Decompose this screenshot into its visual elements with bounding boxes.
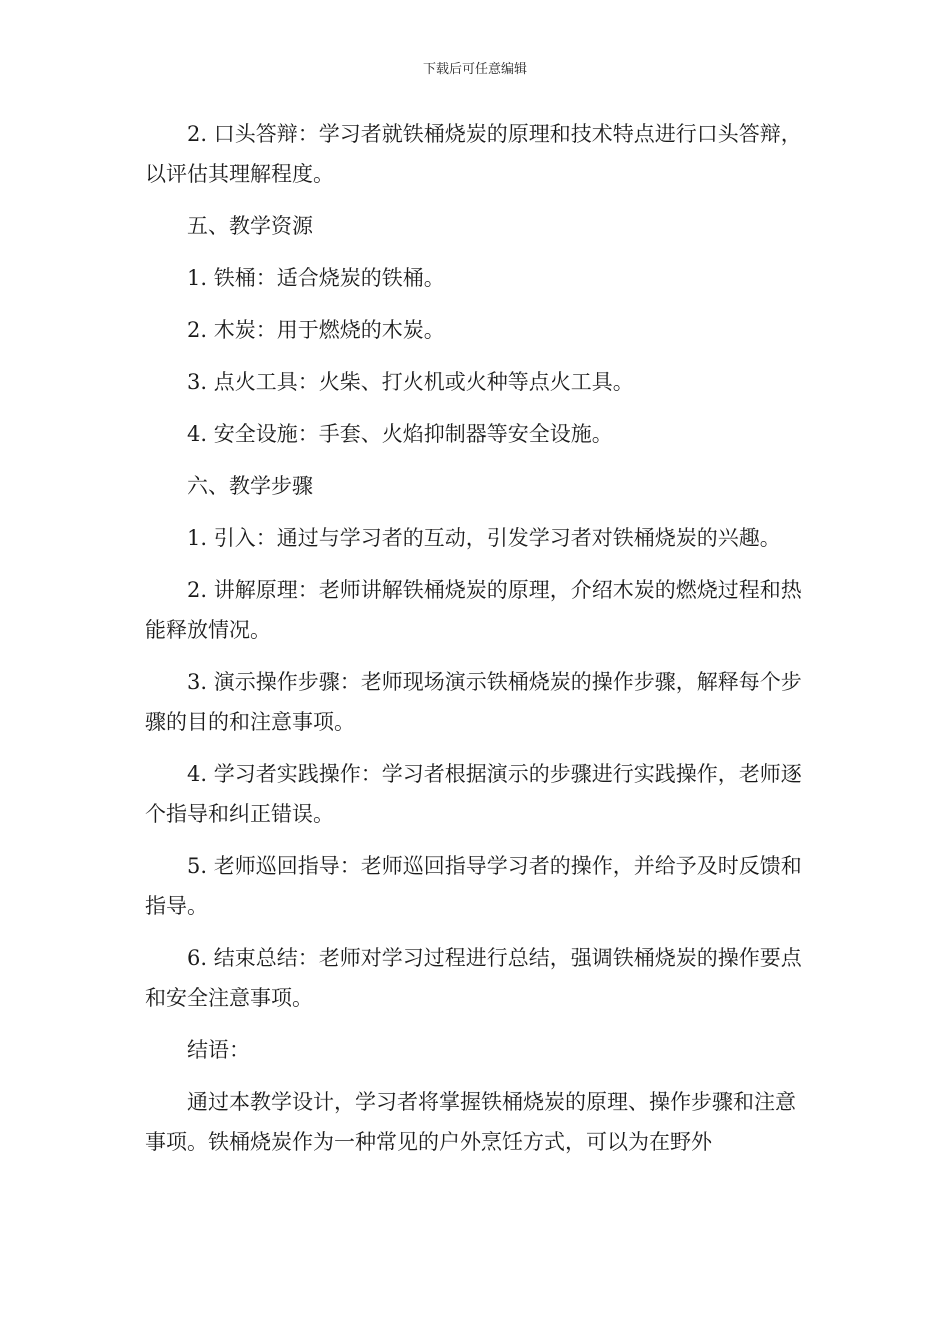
list-item: 1. 引入：通过与学习者的互动，引发学习者对铁桶烧炭的兴趣。 (187, 526, 781, 550)
document-body (145, 114, 815, 1174)
list-item: 4. 安全设施：手套、火焰抑制器等安全设施。 (187, 422, 613, 446)
list-item: 1. 铁桶：适合烧炭的铁桶。 (187, 266, 445, 290)
paragraph-oral-defense: 2. 口头答辩：学习者就铁桶烧炭的原理和技术特点进行口头答辩，以评估其理解程度。 (145, 122, 802, 186)
list-item: 2. 木炭：用于燃烧的木炭。 (187, 318, 445, 342)
list-item: 3. 演示操作步骤：老师现场演示铁桶烧炭的操作步骤，解释每个步骤的目的和注意事项。 (145, 670, 802, 734)
section-heading-teaching-resources: 五、教学资源 (187, 214, 313, 238)
paragraph-conclusion: 通过本教学设计，学习者将掌握铁桶烧炭的原理、操作步骤和注意事项。铁桶烧炭作为一种常见的户外烹饪方式，可以为在野外 (145, 1090, 796, 1154)
page-header: 下载后可任意编辑 (422, 62, 527, 77)
list-item: 2. 讲解原理：老师讲解铁桶烧炭的原理，介绍木炭的燃烧过程和热能释放情况。 (145, 578, 802, 642)
section-heading-teaching-steps: 六、教学步骤 (187, 474, 313, 498)
list-item: 4. 学习者实践操作：学习者根据演示的步骤进行实践操作，老师逐个指导和纠正错误。 (145, 762, 802, 826)
list-item: 5. 老师巡回指导：老师巡回指导学习者的操作，并给予及时反馈和指导。 (145, 854, 802, 918)
list-item: 3. 点火工具：火柴、打火机或火种等点火工具。 (187, 370, 634, 394)
list-item: 6. 结束总结：老师对学习过程进行总结，强调铁桶烧炭的操作要点和安全注意事项。 (145, 946, 802, 1010)
section-heading-conclusion: 结语： (187, 1038, 250, 1062)
